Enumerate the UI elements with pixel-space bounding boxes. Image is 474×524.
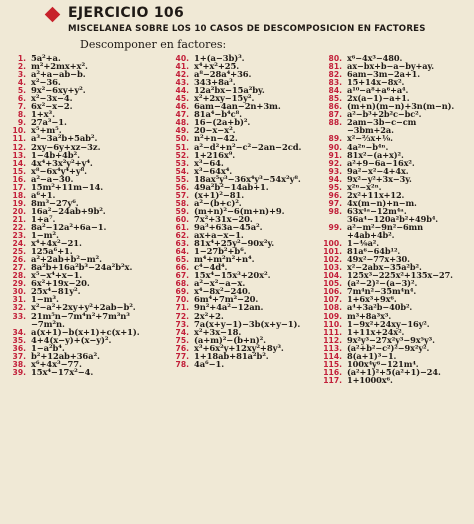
problem-number: 28.	[12, 271, 26, 281]
problem-expression: 8m³−27y⁶.	[31, 197, 79, 208]
problem-row	[165, 151, 339, 159]
problem-expression: 81x⁴+25y²−90x²y.	[194, 238, 275, 249]
problem-row	[165, 183, 339, 191]
problem-expression: 2am−3b−c−cm	[347, 117, 417, 128]
problem-number: 4.	[17, 78, 26, 88]
problem-expression: 9a³+63a−45a².	[194, 221, 263, 232]
problem-row	[2, 312, 170, 320]
problem-expression: x⁶−4x³−480.	[347, 53, 403, 63]
problem-row	[165, 54, 339, 62]
problem-expression: 9x²−6xy+y².	[31, 85, 86, 96]
problem-number: 50.	[175, 134, 189, 144]
problem-number: 68.	[175, 279, 189, 289]
problem-column-1	[2, 54, 170, 376]
problem-expression: x⁴+4x²−21.	[31, 238, 82, 249]
problem-number: 44.	[175, 86, 189, 96]
problem-expression: 100x⁴y⁶−121m⁴.	[347, 358, 419, 369]
problem-expression: 4a²ⁿ−b⁴ⁿ.	[347, 141, 389, 152]
problem-number: 117.	[323, 375, 342, 385]
problem-expression: 6am−4an−2n+3m.	[194, 101, 281, 112]
problem-number: 16.	[12, 174, 26, 184]
problem-number: 37.	[12, 351, 26, 361]
problem-expression: 1−⁴⁄₉a².	[347, 238, 380, 249]
problem-number: 43.	[175, 78, 189, 88]
problem-number: 72.	[175, 311, 189, 321]
problem-expression: (a²+1)²+5(a²+1)−24.	[347, 366, 441, 377]
exercise-subtitle: MISCELANEA SOBRE LOS 10 CASOS DE DESCOMPOSICION EN FACTORES	[68, 24, 426, 34]
problem-row	[2, 352, 170, 360]
problem-number: 108.	[323, 303, 342, 313]
problem-number: 56.	[175, 182, 189, 192]
problem-number: 5.	[17, 86, 26, 96]
problem-expression: 1−4b+4b².	[31, 149, 80, 160]
problem-row	[318, 303, 474, 311]
problem-number: 14.	[12, 158, 26, 168]
problem-number: 116.	[323, 367, 342, 377]
problem-number: 58.	[175, 198, 189, 208]
problem-expression: 49a²b²−14ab+1.	[194, 181, 269, 192]
problem-number: 2.	[17, 62, 26, 72]
problem-expression: x⁸−6x⁴y⁴+y⁸.	[31, 165, 87, 176]
problem-number: 25.	[12, 247, 26, 257]
problem-expression: 81x²−(a+x)².	[347, 149, 404, 160]
problem-expression: m³+8a³x³.	[347, 310, 392, 321]
problem-number: 31.	[12, 295, 26, 305]
problem-expression: c⁴−4d⁴.	[194, 262, 228, 273]
problem-expression: 1+216x⁹.	[194, 149, 236, 160]
problem-expression: 6am−3m−2a+1.	[347, 69, 420, 80]
problem-row	[318, 223, 474, 231]
problem-number: 100.	[323, 239, 342, 249]
problem-row	[2, 223, 170, 231]
problem-number: 21.	[12, 214, 26, 224]
problem-number: 84.	[328, 86, 342, 96]
problem-number: 53.	[175, 158, 189, 168]
problem-number: 24.	[12, 239, 26, 249]
problem-row	[165, 239, 339, 247]
problem-row	[165, 70, 339, 78]
problem-row	[318, 126, 474, 134]
exercise-title: EJERCICIO 106	[68, 5, 184, 21]
problem-expression: a²−m²−9n²−6mn	[347, 221, 423, 232]
problem-number: 80.	[328, 54, 342, 63]
problem-expression: 4x(m−n)+n−m.	[347, 197, 417, 208]
problem-number: 41.	[175, 62, 189, 72]
problem-number: 19.	[12, 198, 26, 208]
exercise-header	[0, 0, 474, 52]
problem-expression: x³−64.	[194, 157, 224, 168]
problem-expression: a⁴+3a²b−40b².	[347, 302, 413, 313]
problem-expression: 1−9x²+24xy−16y².	[347, 318, 430, 329]
problem-row	[2, 70, 170, 78]
problem-number: 61.	[175, 222, 189, 232]
problem-expression: −3bm+2a.	[347, 125, 394, 136]
problem-expression: 4+4(x−y)+(x−y)².	[31, 334, 112, 345]
problem-number: 30.	[12, 287, 26, 297]
problem-number: 9.	[17, 118, 26, 128]
problem-number: 96.	[328, 190, 342, 200]
problem-expression: x²−2abx−35a²b².	[347, 262, 422, 273]
problem-expression: x²−36.	[31, 77, 61, 88]
problem-row	[2, 207, 170, 215]
problem-row	[165, 255, 339, 263]
problem-number: 91.	[328, 150, 342, 160]
problem-number: 23.	[12, 231, 26, 241]
problem-expression: 49x²−77x+30.	[347, 254, 410, 265]
problem-expression: 21m⁵n−7m⁴n²+7m³n³	[31, 310, 130, 321]
problem-number: 115.	[323, 359, 342, 369]
problem-row	[2, 102, 170, 110]
problem-expression: a²−(b+c)².	[194, 197, 242, 208]
problem-expression: 7m⁴n²−35m⁴n⁴.	[347, 286, 417, 297]
problem-expression: 1+1000x⁶.	[347, 374, 393, 385]
problem-expression: 1+11x+24x².	[347, 326, 405, 337]
problem-number: 95.	[328, 182, 342, 192]
problem-number: 89.	[328, 134, 342, 144]
problem-row	[318, 134, 474, 142]
problem-number: 73.	[175, 319, 189, 329]
problem-number: 26.	[12, 255, 26, 265]
problem-expression: x⁵−x⁴+x−1.	[31, 270, 83, 281]
problem-number: 99.	[328, 222, 342, 232]
problem-number: 1.	[17, 54, 26, 63]
problem-expression: 36a⁴−120a²b²+49b⁴.	[347, 213, 439, 224]
problem-number: 106.	[323, 287, 342, 297]
problem-number: 82.	[328, 70, 342, 80]
problem-number: 90.	[328, 142, 342, 152]
problem-row	[165, 191, 339, 199]
problem-number: 10.	[12, 126, 26, 136]
problem-expression: 8a²−12a²+6a−1.	[31, 221, 107, 232]
problem-number: 35.	[12, 335, 26, 345]
problem-expression: 1+18ab+81a²b².	[194, 350, 269, 361]
problem-number: 32.	[12, 303, 26, 313]
problem-number: 87.	[328, 110, 342, 120]
problem-expression: 1−27b²+b⁶.	[194, 246, 247, 257]
problem-expression: x²+3x−18.	[194, 326, 242, 337]
problem-number: 38.	[12, 359, 26, 369]
problem-expression: 2x²+11x+12.	[347, 189, 405, 200]
problem-expression: x⁴−8x²−240.	[194, 286, 251, 297]
problem-number: 103.	[323, 263, 342, 273]
problem-number: 74.	[175, 327, 189, 337]
problem-number: 12.	[12, 142, 26, 152]
problem-number: 52.	[175, 150, 189, 160]
problem-expression: 8(a+1)³−1.	[347, 350, 397, 361]
problem-expression: a(x+1)−b(x+1)+c(x+1).	[31, 326, 140, 337]
problem-number: 40.	[175, 54, 189, 63]
problem-expression: (a²+b²−c²)²−9x²y².	[347, 342, 430, 353]
problem-expression: 6x²−x−2.	[31, 101, 73, 112]
problem-number: 114.	[323, 351, 342, 361]
problem-row	[165, 62, 339, 70]
problem-number: 86.	[328, 102, 342, 112]
problem-expression: 15+14x−8x².	[347, 77, 405, 88]
problem-row	[2, 263, 170, 271]
problem-expression: a⁶+1.	[31, 189, 56, 200]
problem-expression: b²+12ab+36a².	[31, 350, 100, 361]
problem-expression: 125a⁶+1.	[31, 246, 73, 257]
problem-expression: a⁸−28a⁴+36.	[194, 69, 252, 80]
problem-expression: a²+a−ab−b.	[31, 69, 86, 80]
problem-number: 47.	[175, 110, 189, 120]
problem-row	[318, 175, 474, 183]
problem-row	[2, 167, 170, 175]
problem-expression: x⁴+x²+25.	[194, 61, 240, 72]
problem-row	[165, 118, 339, 126]
problem-expression: x²−3x−4.	[31, 93, 73, 104]
problem-expression: m²+2mx+x².	[31, 61, 88, 72]
problem-number: 45.	[175, 94, 189, 104]
problem-number: 71.	[175, 303, 189, 313]
problem-expression: 6x²+19x−20.	[31, 278, 90, 289]
problem-expression: 7a(x+y−1)−3b(x+y−1).	[194, 318, 301, 329]
problem-expression: 2x(a−1)−a+1.	[347, 93, 410, 104]
problem-expression: 25x⁴−81y².	[31, 286, 81, 297]
problem-number: 85.	[328, 94, 342, 104]
problem-number: 88.	[328, 118, 342, 128]
problem-expression: a¹⁰−a⁸+a⁶+a⁴.	[347, 85, 409, 96]
problem-expression: 16a²−24ab+9b².	[31, 205, 106, 216]
problem-number: 13.	[12, 150, 26, 160]
problem-number: 83.	[328, 78, 342, 88]
problem-expression: 2xy−6y+xz−3z.	[31, 141, 101, 152]
problem-number: 33.	[12, 311, 26, 321]
problem-number: 104.	[323, 271, 342, 281]
problem-number: 57.	[175, 190, 189, 200]
problem-number: 107.	[323, 295, 342, 305]
problem-expression: 1−a²b⁴.	[31, 342, 65, 353]
problem-number: 70.	[175, 295, 189, 305]
problem-expression: a²−b³+2b²c−bc².	[347, 109, 422, 120]
problem-column-2	[165, 54, 339, 368]
problem-number: 81.	[328, 62, 342, 72]
problem-expression: 5a²+a.	[31, 53, 61, 63]
problem-expression: 125x³−225x²+135x−27.	[347, 270, 453, 281]
problem-number: 105.	[323, 279, 342, 289]
problem-expression: 15x⁴−15x³+20x².	[194, 270, 271, 281]
problem-row	[318, 344, 474, 352]
problem-row	[2, 231, 170, 239]
problem-number: 112.	[323, 335, 342, 345]
problem-expression: m⁴+m²n²+n⁴.	[194, 254, 255, 265]
problem-number: 77.	[175, 351, 189, 361]
problem-expression: 4x⁴+3x²y²+y⁴.	[31, 157, 93, 168]
problem-number: 7.	[17, 102, 26, 112]
problem-expression: x⁶+4x³−77.	[31, 358, 82, 369]
problem-expression: 1+x³.	[31, 109, 55, 120]
diamond-bullet-icon	[45, 7, 61, 23]
problem-number: 65.	[175, 255, 189, 265]
problem-expression: a³−3a²b+5ab².	[31, 133, 98, 144]
problem-number: 78.	[175, 359, 189, 369]
problem-row	[165, 159, 339, 167]
problem-row	[165, 126, 339, 134]
problem-expression: (m+n)²−6(m+n)+9.	[194, 205, 285, 216]
problem-expression: a²+9−6a−16x².	[347, 157, 415, 168]
problem-number: 76.	[175, 343, 189, 353]
problem-number: 39.	[12, 367, 26, 377]
problem-row	[318, 368, 474, 376]
problem-number: 27.	[12, 263, 26, 273]
problem-number: 92.	[328, 158, 342, 168]
problem-row	[2, 191, 170, 199]
problem-number: 109.	[323, 311, 342, 321]
problem-number: 20.	[12, 206, 26, 216]
problem-row	[2, 94, 170, 102]
problem-row	[165, 143, 339, 151]
problem-number: 8.	[17, 110, 26, 120]
problem-row	[2, 239, 170, 247]
problem-number: 3.	[17, 70, 26, 80]
problem-row	[2, 118, 170, 126]
problem-number: 17.	[12, 182, 26, 192]
problem-row	[2, 183, 170, 191]
problem-expression: 9x²−y²+3x−3y.	[347, 173, 412, 184]
problem-number: 111.	[323, 327, 342, 337]
problem-expression: a²−x²−a−x.	[194, 278, 246, 289]
problem-expression: 1+6x³+9x⁶.	[347, 294, 397, 305]
problem-row	[165, 352, 339, 360]
problem-expression: 1−m³.	[31, 294, 59, 305]
problem-number: 98.	[328, 206, 342, 216]
problem-number: 55.	[175, 174, 189, 184]
problem-expression: (x+1)²−81.	[194, 189, 245, 200]
problem-number: 6.	[17, 94, 26, 104]
problem-expression: 63x⁴ᵃ−12m⁴ᵃ.	[347, 205, 407, 216]
problem-number: 29.	[12, 279, 26, 289]
problem-row	[2, 62, 170, 70]
problem-row	[2, 279, 170, 287]
problem-column-3	[318, 54, 474, 384]
problem-number: 54.	[175, 166, 189, 176]
problem-expression: x³−64x⁴.	[194, 165, 233, 176]
problem-row	[165, 320, 339, 328]
problem-expression: 4a⁶−1.	[194, 358, 225, 369]
problem-row	[2, 336, 170, 344]
problem-expression: 18ax⁵y³−36x⁴y³−54x²y⁸.	[194, 173, 301, 184]
problem-expression: 81a⁴−b⁴c⁸.	[194, 109, 242, 120]
problem-number: 18.	[12, 190, 26, 200]
problem-number: 22.	[12, 222, 26, 232]
problem-expression: x²ⁿ−x²ⁿ.	[347, 181, 382, 192]
problem-row	[165, 271, 339, 279]
problem-expression: 81a⁶−64b¹².	[347, 246, 401, 257]
problem-number: 51.	[175, 142, 189, 152]
problem-number: 113.	[323, 343, 342, 353]
problem-number: 94.	[328, 174, 342, 184]
problem-expression: 7x²+31x−20.	[194, 213, 253, 224]
problem-number: 15.	[12, 166, 26, 176]
problem-number: 64.	[175, 247, 189, 257]
problem-row	[318, 231, 474, 239]
problem-row	[2, 110, 170, 118]
problem-expression: −7m²n.	[31, 318, 65, 329]
problem-number: 101.	[323, 247, 342, 257]
problem-expression: 8a²b+16a²b³−24a²b²x.	[31, 262, 133, 273]
problem-expression: x²+2xy−15y².	[194, 93, 255, 104]
problem-expression: (a+m)²−(b+n)².	[194, 334, 266, 345]
problem-number: 97.	[328, 198, 342, 208]
problem-expression: 12a²bx−15a²by.	[194, 85, 265, 96]
problem-expression: 9x²y³−27x²y³−9x⁵y³.	[347, 334, 435, 345]
problem-expression: 6m⁴+7m²−20.	[194, 294, 259, 305]
problem-number: 75.	[175, 335, 189, 345]
problem-number: 59.	[175, 206, 189, 216]
problem-expression: 2x²+2.	[194, 310, 224, 321]
problem-number: 93.	[328, 166, 342, 176]
problem-row	[165, 223, 339, 231]
problem-expression: x²−a²+2xy+y²+2ab−b².	[31, 302, 136, 313]
problem-expression: a²−d²+n²−c²−2an−2cd.	[194, 141, 302, 152]
problem-row	[2, 86, 170, 94]
problem-expression: 16−(2a+b)².	[194, 117, 251, 128]
problem-expression: a²−a−30.	[31, 173, 74, 184]
problem-row	[318, 118, 474, 126]
problem-number: 46.	[175, 102, 189, 112]
problem-number: 34.	[12, 327, 26, 337]
problem-number: 63.	[175, 239, 189, 249]
problem-row	[2, 368, 170, 376]
problem-number: 42.	[175, 70, 189, 80]
problem-expression: 27a³−1.	[31, 117, 67, 128]
problem-row	[318, 376, 474, 384]
problem-expression: 20−x−x².	[194, 125, 236, 136]
problem-number: 62.	[175, 231, 189, 241]
problem-number: 67.	[175, 271, 189, 281]
problem-expression: 9a²−x²−4+4x.	[347, 165, 409, 176]
problem-row	[165, 279, 339, 287]
problem-number: 60.	[175, 214, 189, 224]
problem-expression: 343+8a³.	[194, 77, 236, 88]
problem-number: 11.	[12, 134, 26, 144]
problem-expression: (a²−2)²−(a−3)².	[347, 278, 418, 289]
problem-row	[165, 102, 339, 110]
problem-expression: x⁵+m⁵.	[31, 125, 62, 136]
problem-number: 69.	[175, 287, 189, 297]
problem-expression: ax+a−x−1.	[194, 230, 244, 241]
problem-expression: a²+2ab+b²−m².	[31, 254, 102, 265]
problem-expression: 9n²+4a²−12an.	[194, 302, 264, 313]
problem-number: 49.	[175, 126, 189, 136]
problem-row	[2, 143, 170, 151]
problem-row	[165, 303, 339, 311]
problem-row	[2, 78, 170, 86]
problem-expression: +4ab+4b².	[347, 230, 395, 241]
problem-number: 36.	[12, 343, 26, 353]
problem-expression: x²−⅔x+¹⁄₉.	[347, 133, 393, 144]
problem-expression: 15x⁴−17x²−4.	[31, 366, 94, 377]
problem-expression: n²+n−42.	[194, 133, 238, 144]
exercise-instruction: Descomponer en factores:	[80, 38, 227, 51]
problem-number: 66.	[175, 263, 189, 273]
problem-expression: (m+n)(m−n)+3n(m−n).	[347, 101, 455, 112]
problem-number: 102.	[323, 255, 342, 265]
problem-expression: 1+(a−3b)³.	[194, 53, 245, 63]
problem-number: 48.	[175, 118, 189, 128]
problem-expression: 1+a⁷.	[31, 213, 56, 224]
problem-row	[165, 110, 339, 118]
problem-row	[165, 360, 339, 368]
problem-expression: 15m²+11m−14.	[31, 181, 104, 192]
problem-expression: x³+6x²y+12xy²+8y³.	[194, 342, 284, 353]
problem-row	[2, 287, 170, 295]
problem-number: 110.	[323, 319, 342, 329]
problem-expression: ax−bx+b−a−by+ay.	[347, 61, 434, 72]
problem-expression: 1−m².	[31, 230, 59, 241]
